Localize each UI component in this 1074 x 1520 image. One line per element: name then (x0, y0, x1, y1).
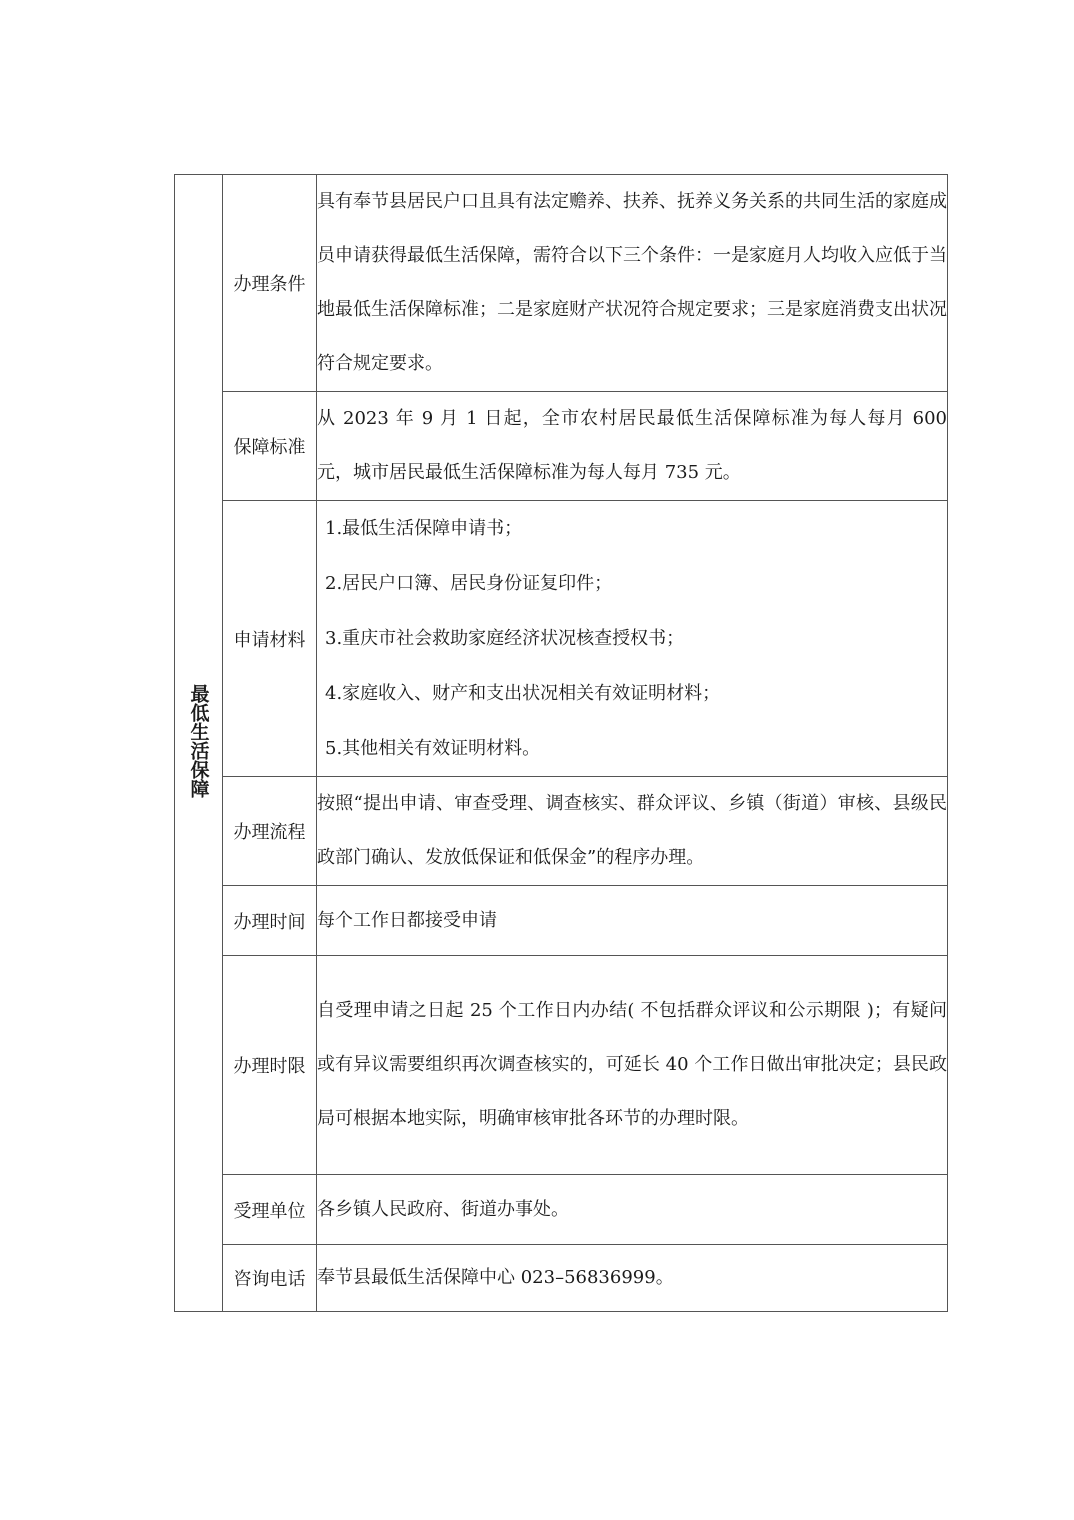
table-row (175, 175, 948, 392)
table-row (175, 392, 948, 501)
table-row (175, 1245, 948, 1312)
row-label: 办理时间 (223, 886, 317, 956)
row-label: 咨询电话 (223, 1245, 317, 1312)
hours-text: 每个工作日都接受申请 (317, 909, 497, 931)
list-item: 4.家庭收入、财产和支出状况相关有效证明材料； (325, 683, 721, 704)
row-label: 办理条件 (223, 175, 317, 392)
category-label: 最低生活保障 (187, 683, 210, 798)
phone-text: 奉节县最低生活保障中心 023–56836999。 (317, 1267, 674, 1288)
process-text: 按照“提出申请、审查受理、调查核实、群众评议、乡镇（街道）审核、县级民政部门确认、发放低保证和低保金”的程序办理。 (317, 793, 947, 868)
row-label: 办理时限 (223, 956, 317, 1175)
office-text: 各乡镇人民政府、街道办事处。 (317, 1198, 569, 1220)
category-cell (175, 175, 223, 1312)
row-content (317, 886, 948, 956)
table-row (175, 777, 948, 886)
row-content (317, 777, 948, 886)
table-row (175, 956, 948, 1175)
row-label: 保障标准 (223, 392, 317, 501)
row-label: 受理单位 (223, 1175, 317, 1245)
list-item: 2.居民户口簿、居民身份证复印件； (325, 573, 613, 594)
row-content (317, 501, 948, 777)
row-content (317, 956, 948, 1175)
standard-text: 从 2023 年 9 月 1 日起，全市农村居民最低生活保障标准为每人每月 600 元，城市居民最低生活保障标准为每人每月 735 元。 (317, 408, 947, 483)
list-item: 1.最低生活保障申请书； (325, 518, 523, 539)
row-content (317, 1245, 948, 1312)
row-label: 办理流程 (223, 777, 317, 886)
row-content (317, 392, 948, 501)
table-row (175, 886, 948, 956)
info-table (174, 174, 948, 1312)
table-row (175, 501, 948, 777)
list-item: 3.重庆市社会救助家庭经济状况核查授权书； (325, 628, 685, 649)
table-row (175, 1175, 948, 1245)
row-content (317, 175, 948, 392)
condition-text: 具有奉节县居民户口且具有法定赡养、扶养、抚养义务关系的共同生活的家庭成员申请获得最低生活保障，需符合以下三个条件：一是家庭月人均收入应低于当地最低生活保障标准；二是家庭财产状况符合规定要求；三是家庭消费支出状况符合规定要求。 (317, 191, 947, 374)
row-content (317, 1175, 948, 1245)
time-limit-text: 自受理申请之日起 25 个工作日内办结( 不包括群众评议和公示期限 )；有疑问或有异议需要组织再次调查核实的，可延长 40 个工作日做出审批决定；县民政局可根据本地实际，明确审核审批各环节的办理时限。 (317, 1000, 947, 1129)
list-item: 5.其他相关有效证明材料。 (325, 738, 541, 759)
row-label: 申请材料 (223, 501, 317, 777)
